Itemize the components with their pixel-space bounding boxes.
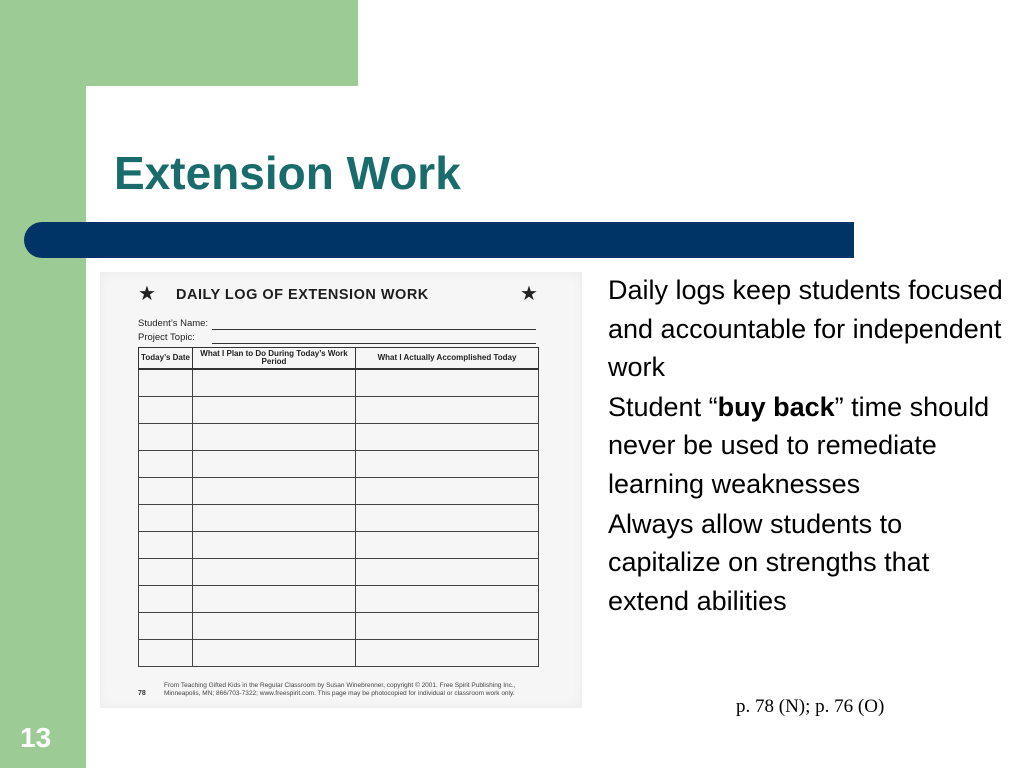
decorative-frame-left [0,0,86,768]
table-cell [356,505,539,532]
table-cell [193,532,356,559]
bullet-item [608,505,1008,621]
column-header-plan: What I Plan to Do During Today’s Work Period [193,348,356,370]
student-name-label: Student’s Name: [138,318,209,329]
table-cell [193,424,356,451]
table-cell [193,586,356,613]
worksheet-credit [164,682,564,699]
table-cell [356,369,539,397]
table-cell [139,505,193,532]
table-cell [193,559,356,586]
table-cell [356,478,539,505]
table-cell [139,640,193,667]
table-cell [193,613,356,640]
table-cell [193,505,356,532]
title-underline-bar [24,222,854,258]
slide-number: 13 [20,722,52,753]
table-row [139,397,539,424]
table-row [139,559,539,586]
table-row [139,478,539,505]
table-row [139,640,539,667]
table-cell [193,640,356,667]
bullet-item [608,271,1008,387]
table-row [139,532,539,559]
table-row [139,451,539,478]
project-topic-label: Project Topic: [138,332,195,343]
table-cell [356,424,539,451]
column-header-date: Today’s Date [139,348,193,370]
table-cell [139,532,193,559]
table-cell [139,613,193,640]
student-name-line [212,329,536,330]
table-cell [139,478,193,505]
table-cell [356,586,539,613]
table-row [139,586,539,613]
page-reference: p. 78 (N); p. 76 (O) [736,696,885,717]
credit-line: From Teaching Gifted Kids in the Regular Classroom by Susan Winebrenner, copyright © 2001. Free Spirit Publishing Inc., [164,682,516,689]
worksheet-page-number: 78 [138,690,146,697]
log-table-body [139,369,539,667]
column-header-accomplished: What I Actually Accomplished Today [356,348,539,370]
table-row [139,505,539,532]
log-table [138,347,539,667]
table-cell [193,369,356,397]
table-cell [139,369,193,397]
bullet-text: Always allow students to capitalize on strengths that extend abilities [608,508,930,616]
bullet-text: Daily logs keep students focused and accountable for independent work [608,275,1003,383]
credit-line: Minneapolis, MN; 866/703-7322; www.freespirit.com. This page may be photocopied for individual or classroom work only. [164,690,515,698]
table-cell [139,451,193,478]
bullet-text: Student “ [608,391,718,422]
table-cell [139,424,193,451]
bullet-emphasis: buy back [717,391,835,422]
project-topic-line [212,343,536,344]
table-cell [356,559,539,586]
table-cell [356,613,539,640]
slide-title: Extension Work [114,147,461,199]
worksheet-heading: DAILY LOG OF EXTENSION WORK [176,287,429,303]
table-cell [193,397,356,424]
table-cell [139,586,193,613]
worksheet-image [100,272,582,708]
table-row [139,613,539,640]
table-cell [193,478,356,505]
bullet-item [608,388,1008,504]
table-cell [356,532,539,559]
table-cell [356,451,539,478]
table-cell [356,640,539,667]
star-icon: ★ [138,283,156,305]
table-cell [193,451,356,478]
table-row [139,424,539,451]
bullet-text: ” time should never be used to remediate learning weaknesses [608,391,990,500]
star-icon: ★ [520,283,538,305]
table-cell [356,397,539,424]
table-cell [139,397,193,424]
table-cell [139,559,193,586]
table-row [139,369,539,397]
bullet-list [608,271,1008,621]
